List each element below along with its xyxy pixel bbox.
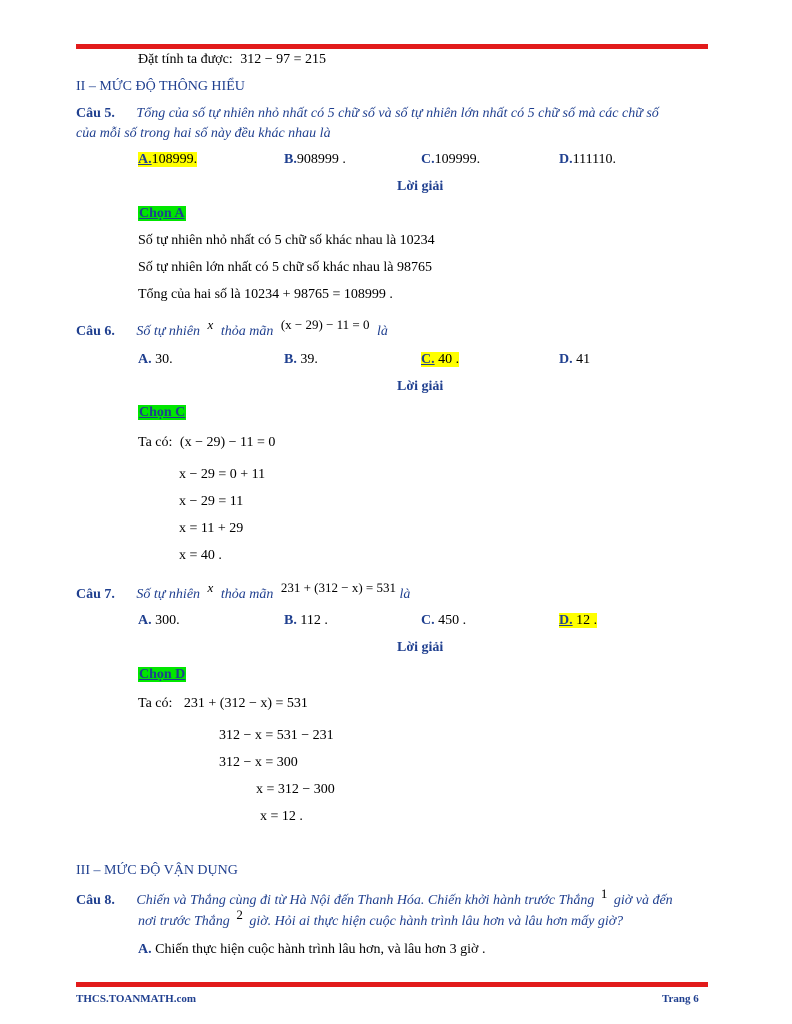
q7-taco-expr: 231 + (312 − x) = 531 (183, 696, 308, 711)
q7-option-d-label: D. (559, 613, 573, 628)
q5-option-b-label: B. (284, 152, 297, 167)
q6-option-b[interactable] (284, 351, 318, 369)
question-5 (76, 105, 659, 123)
question-8-text-1b: giờ và đến (613, 893, 673, 908)
q5-option-d[interactable] (559, 151, 616, 169)
q6-step-2: x − 29 = 11 (179, 494, 244, 509)
q6-option-b-label: B. (284, 352, 297, 367)
question-6-text-mid: thỏa mãn (220, 324, 274, 339)
question-8-text-2a: nơi trước Thắng (138, 914, 230, 929)
q7-answer-text: Chọn D (139, 667, 186, 682)
q8-option-a-label: A. (138, 942, 152, 957)
header-rule (76, 44, 708, 49)
q6-option-a-value: 30. (155, 352, 173, 367)
q6-option-d-label: D. (559, 352, 573, 367)
q6-option-c[interactable] (421, 351, 459, 369)
question-8 (76, 886, 673, 910)
q6-option-a[interactable] (138, 351, 173, 369)
footer-page-number: Trang 6 (662, 993, 699, 1005)
question-6 (76, 317, 388, 341)
q6-option-b-value: 39. (300, 352, 318, 367)
section-heading-3: III – MỨC ĐỘ VẬN DỤNG (76, 863, 238, 878)
question-7-text-end: là (399, 587, 411, 602)
question-7-expr: 231 + (312 − x) = 531 (280, 580, 396, 595)
q7-option-c-value: 450 . (438, 613, 467, 628)
q7-step-1: 312 − x = 531 − 231 (219, 728, 334, 743)
section-heading-2: II – MỨC ĐỘ THÔNG HIỂU (76, 79, 245, 94)
q5-option-a-label: A. (138, 152, 152, 167)
q6-step-3: x = 11 + 29 (179, 521, 244, 536)
q6-step-1: x − 29 = 0 + 11 (179, 467, 266, 482)
q7-option-b-value: 112 . (300, 613, 328, 628)
header-expr: 312 − 97 = 215 (240, 52, 326, 67)
header-label: Đặt tính ta được: (138, 52, 233, 67)
q6-option-a-label: A. (138, 352, 152, 367)
q5-option-b-value: 908999 . (296, 152, 346, 167)
q7-option-a-label: A. (138, 613, 152, 628)
question-5-number: Câu 5. (76, 106, 115, 121)
q6-option-d-value: 41 (576, 352, 591, 367)
question-6-expr: (x − 29) − 11 = 0 (280, 317, 370, 332)
question-5-line2 (76, 125, 331, 143)
header-line (138, 51, 326, 69)
q5-answer-badge (138, 205, 186, 223)
question-7-text: Số tự nhiên (136, 587, 201, 602)
question-5-text-2: của mỗi số trong hai số này đều khác nhau là (76, 126, 331, 141)
q7-taco-label: Ta có: (138, 696, 173, 711)
q6-option-d[interactable] (559, 351, 590, 369)
q8-option-a-text: Chiến thực hiện cuộc hành trình lâu hơn, và lâu hơn 3 giờ . (155, 942, 486, 957)
q7-option-d[interactable] (559, 612, 597, 630)
question-8-n1: 1 (600, 886, 608, 901)
question-7 (76, 580, 411, 604)
question-8-number: Câu 8. (76, 893, 115, 908)
q7-option-d-value: 12 . (576, 613, 598, 628)
q5-option-c-value: 109999. (434, 152, 481, 167)
question-8-text-1a: Chiến và Thắng cùng đi từ Hà Nội đến Thanh Hóa. Chiến khởi hành trước Thắng (136, 893, 595, 908)
question-5-text-1: Tổng của số tự nhiên nhỏ nhất có 5 chữ số và số tự nhiên lớn nhất có 5 chữ số mà các chữ số (136, 106, 659, 121)
q6-step-4: x = 40 . (179, 548, 222, 563)
question-6-var: x (207, 317, 214, 332)
q7-taco (138, 695, 308, 713)
question-7-number: Câu 7. (76, 587, 115, 602)
question-8-n2: 2 (236, 907, 243, 922)
q6-taco-label: Ta có: (138, 435, 173, 450)
q7-option-b-label: B. (284, 613, 297, 628)
q5-option-d-label: D. (559, 152, 573, 167)
question-7-var: x (207, 580, 214, 595)
q7-option-c-label: C. (421, 613, 435, 628)
q6-option-c-label: C. (421, 352, 435, 367)
question-6-number: Câu 6. (76, 324, 115, 339)
q5-solution-line-3: Tổng của hai số là 10234 + 98765 = 108999 . (138, 287, 393, 302)
q5-solution-line-1: Số tự nhiên nhỏ nhất có 5 chữ số khác nhau là 10234 (138, 233, 435, 248)
q5-answer-text: Chọn A (139, 206, 185, 221)
q5-option-d-value: 111110. (572, 152, 617, 167)
q5-solution-heading: Lời giải (397, 179, 444, 194)
q7-option-a-value: 300. (155, 613, 180, 628)
q7-step-4: x = 12 . (260, 809, 303, 824)
question-6-text: Số tự nhiên (136, 324, 201, 339)
q5-solution-line-2: Số tự nhiên lớn nhất có 5 chữ số khác nhau là 98765 (138, 260, 432, 275)
q7-option-b[interactable] (284, 612, 328, 630)
q5-option-b[interactable] (284, 151, 346, 169)
question-8-line2 (138, 907, 624, 931)
q6-taco-expr: (x − 29) − 11 = 0 (179, 435, 276, 450)
q6-answer-text: Chọn C (139, 405, 186, 420)
q8-option-a[interactable] (138, 941, 485, 959)
q7-step-3: x = 312 − 300 (256, 782, 335, 797)
q5-option-a[interactable] (138, 151, 197, 169)
q6-option-c-value: 40 . (438, 352, 460, 367)
q6-answer-badge (138, 404, 186, 422)
question-8-text-2b: giờ. Hỏi ai thực hiện cuộc hành trình lâu hơn và lâu hơn mấy giờ? (249, 914, 624, 929)
q5-option-c-label: C. (421, 152, 435, 167)
q7-option-a[interactable] (138, 612, 180, 630)
q5-option-c[interactable] (421, 151, 480, 169)
q6-solution-heading: Lời giải (397, 379, 444, 394)
q7-option-c[interactable] (421, 612, 466, 630)
q5-option-a-value: 108999. (151, 152, 198, 167)
q6-taco (138, 434, 275, 452)
question-7-text-mid: thỏa mãn (220, 587, 274, 602)
q7-step-2: 312 − x = 300 (219, 755, 298, 770)
footer-rule (76, 982, 708, 987)
question-6-text-end: là (377, 324, 388, 339)
q7-solution-heading: Lời giải (397, 640, 444, 655)
q7-answer-badge (138, 666, 186, 684)
footer-site[interactable]: THCS.TOANMATH.com (76, 993, 196, 1005)
